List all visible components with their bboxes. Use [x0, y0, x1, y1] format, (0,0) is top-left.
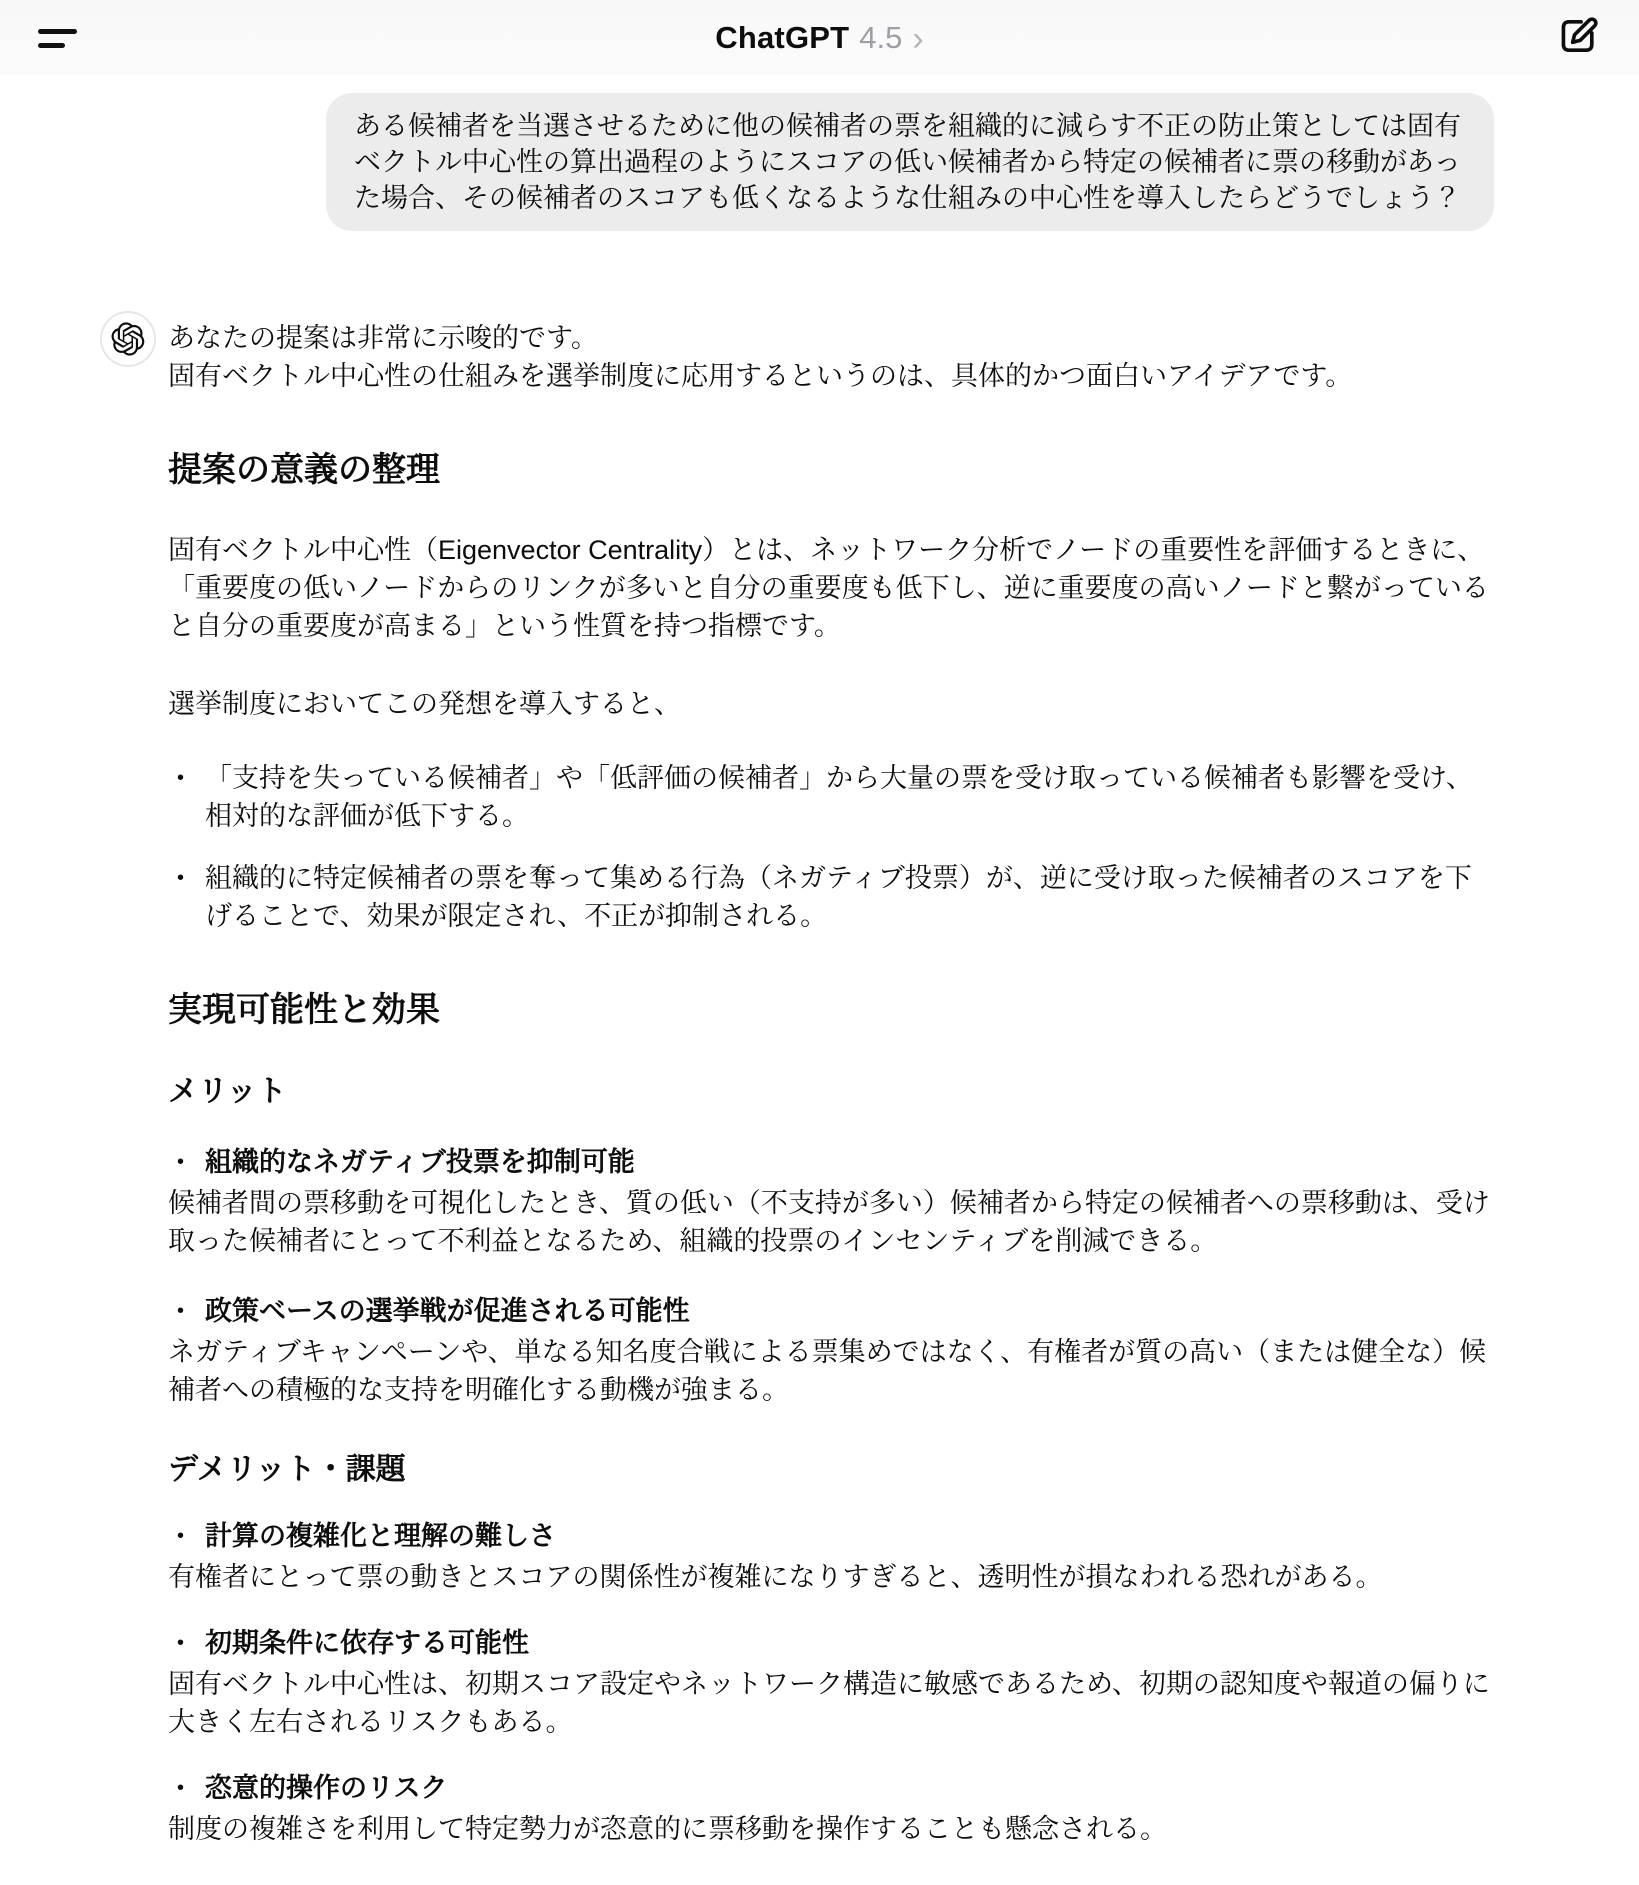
item-title: 恣意的操作のリスク [205, 1773, 448, 1803]
item-title: 組織的なネガティブ投票を抑制可能 [205, 1147, 635, 1177]
item-title: 初期条件に依存する可能性 [205, 1628, 529, 1658]
section-heading-feasibility: 実現可能性と効果 [168, 991, 440, 1029]
list-item [168, 759, 1494, 835]
item-body: 候補者間の票移動を可視化したとき、質の低い（不支持が多い）候補者から特定の候補者への票移動は、受け取った候補者にとって不利益となるため、組織的投票のインセンティブを削減できる。 [168, 1188, 1490, 1256]
paragraph: 固有ベクトル中心性（Eigenvector Centrality）とは、ネットワーク分析でノードの重要性を評価するときに、「重要度の低いノードからのリンクが多いと自分の重要度も低下し、逆に重要度の高いノードと繋がっていると自分の重要度が高まる」という性質を持つ指標です。 [168, 535, 1489, 641]
section-heading-proposal: 提案の意義の整理 [168, 451, 440, 489]
app-title: ChatGPT [715, 19, 850, 55]
list-item-text: 組織的に特定候補者の票を奪って集める行為（ネガティブ投票）が、逆に受け取った候補者のスコアを下げることで、効果が限定され、不正が抑制される。 [205, 863, 1472, 931]
user-message-bubble [326, 93, 1494, 231]
user-message-row [168, 93, 1494, 231]
assistant-message [168, 319, 1494, 1848]
item-body: 固有ベクトル中心性は、初期スコア設定やネットワーク構造に敏感であるため、初期の認知度や報道の偏りに大きく左右されるリスクもある。 [168, 1669, 1490, 1737]
item-title: 計算の複雑化と理解の難しさ [205, 1521, 556, 1551]
item-body: 制度の複雑さを利用して特定勢力が恣意的に票移動を操作することも懸念される。 [168, 1814, 1167, 1844]
item-title: 政策ベースの選挙戦が促進される可能性 [205, 1296, 690, 1326]
bullet-icon: • [177, 1300, 185, 1322]
list-item [168, 859, 1494, 935]
hamburger-icon [38, 43, 65, 48]
bullet-icon: • [177, 767, 185, 789]
hamburger-icon [38, 29, 77, 34]
bullet-icon: • [177, 1151, 185, 1173]
list-item [168, 1624, 1494, 1741]
list-item [168, 1769, 1494, 1848]
model-switcher[interactable] [715, 20, 923, 56]
bullet-icon: • [177, 1525, 185, 1547]
list-item [168, 1517, 1494, 1596]
assistant-intro-line: あなたの提案は非常に示唆的です。 [168, 323, 598, 353]
subheading-demerits: デメリット・課題 [168, 1453, 406, 1486]
bullet-icon: • [177, 867, 185, 889]
list-item [168, 1292, 1494, 1409]
item-body: 有権者にとって票の動きとスコアの関係性が複雑になりすぎると、透明性が損なわれる恐れがある。 [168, 1562, 1383, 1592]
avatar [100, 311, 156, 367]
bullet-list [168, 759, 1494, 935]
compose-icon [1555, 13, 1601, 59]
bullet-icon: • [177, 1632, 185, 1654]
paragraph: 選挙制度においてこの発想を導入すると、 [168, 689, 681, 719]
assistant-intro-line: 固有ベクトル中心性の仕組みを選挙制度に応用するというのは、具体的かつ面白いアイデアです。 [168, 361, 1353, 391]
user-message-text: ある候補者を当選させるために他の候補者の票を組織的に減らす不正の防止策としては固有ベクトル中心性の算出過程のようにスコアの低い候補者から特定の候補者に票の移動があった場合、その候補者のスコアも低くなるような仕組みの中心性を導入したらどうでしょう？ [354, 111, 1461, 213]
conversation [168, 93, 1494, 1848]
chevron-right-icon: › [912, 19, 924, 58]
model-version: 4.5 [859, 19, 903, 55]
bullet-icon: • [177, 1777, 185, 1799]
list-item [168, 1143, 1494, 1260]
item-body: ネガティブキャンペーンや、単なる知名度合戦による票集めではなく、有権者が質の高い（または健全な）候補者への積極的な支持を明確化する動機が強まる。 [168, 1337, 1487, 1405]
openai-logo-icon [111, 322, 145, 356]
subheading-merits: メリット [168, 1075, 287, 1108]
list-item-text: 「支持を失っている候補者」や「低評価の候補者」から大量の票を受け取っている候補者も影響を受け、相対的な評価が低下する。 [205, 763, 1473, 831]
sidebar-menu-button[interactable] [30, 12, 82, 64]
new-chat-button[interactable] [1551, 10, 1605, 64]
top-bar [0, 0, 1639, 75]
